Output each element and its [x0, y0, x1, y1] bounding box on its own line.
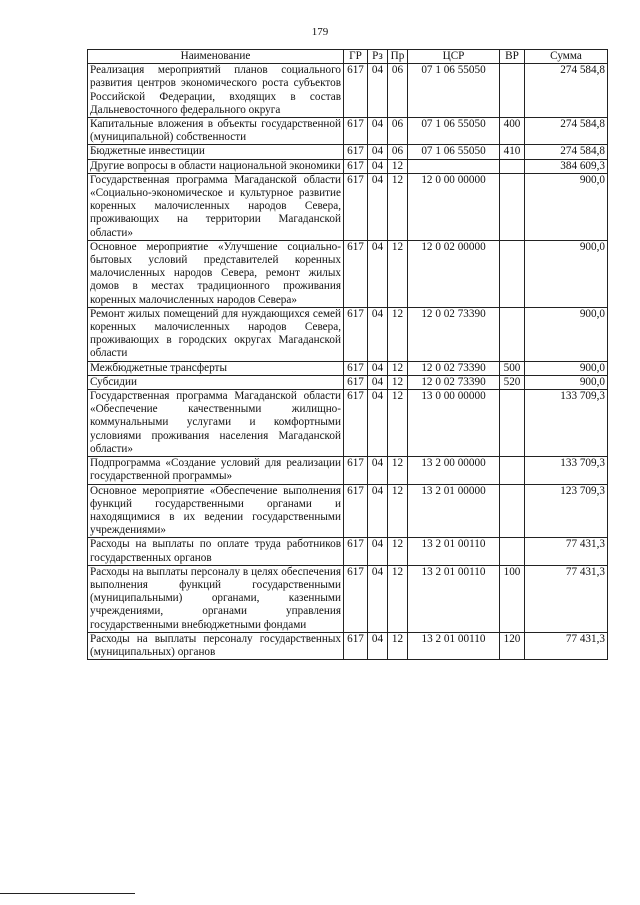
- row-csr-cell: 13 2 01 00110: [408, 565, 500, 632]
- row-name-cell: Основное мероприятие «Обеспечение выполнения функций государственными органами и находящимися в их ведении государственными учреждениями»: [88, 484, 344, 538]
- row-sum-cell: 123 709,3: [525, 484, 608, 538]
- row-vr-cell: [500, 307, 525, 361]
- row-name-cell: Реализация мероприятий планов социального развития центров экономического роста субъектов Российской Федерации, входящих в состав Дальневосточного федерального округа: [88, 64, 344, 118]
- table-row: [88, 173, 608, 240]
- row-rz-cell: 04: [368, 457, 388, 484]
- row-vr-cell: 410: [500, 145, 525, 159]
- row-pr-cell: 12: [388, 390, 408, 457]
- row-pr-cell: 12: [388, 565, 408, 632]
- row-name-cell: Расходы на выплаты по оплате труда работников государственных органов: [88, 538, 344, 565]
- row-vr-cell: [500, 64, 525, 118]
- row-rz-cell: 04: [368, 159, 388, 173]
- row-gr-cell: 617: [344, 64, 368, 118]
- row-vr-cell: [500, 390, 525, 457]
- header-name: Наименование: [88, 50, 344, 64]
- table-body: [88, 64, 608, 660]
- header-pr: Пр: [388, 50, 408, 64]
- row-sum-cell: 900,0: [525, 240, 608, 307]
- row-name-cell: Капитальные вложения в объекты государственной (муниципальной) собственности: [88, 118, 344, 145]
- row-name-cell: Государственная программа Магаданской области «Обеспечение качественными жилищно-коммунальными услугами и комфортными условиями проживания населения Магаданской области»: [88, 390, 344, 457]
- row-pr-cell: 06: [388, 118, 408, 145]
- table-row: [88, 457, 608, 484]
- row-csr-cell: 07 1 06 55050: [408, 64, 500, 118]
- row-name-cell: Расходы на выплаты персоналу государственных (муниципальных) органов: [88, 632, 344, 659]
- row-rz-cell: 04: [368, 484, 388, 538]
- header-gr: ГР: [344, 50, 368, 64]
- table-row: [88, 240, 608, 307]
- row-gr-cell: 617: [344, 145, 368, 159]
- row-vr-cell: [500, 484, 525, 538]
- row-name-cell: Субсидии: [88, 375, 344, 389]
- row-vr-cell: 520: [500, 375, 525, 389]
- row-gr-cell: 617: [344, 159, 368, 173]
- row-pr-cell: 12: [388, 361, 408, 375]
- row-vr-cell: [500, 240, 525, 307]
- header-csr: ЦСР: [408, 50, 500, 64]
- row-name-cell: Основное мероприятие «Улучшение социально-бытовых условий представителей коренных малочисленных народов Севера, ремонт жилых домов в местах традиционного проживания коренных малочисленных народов Севера»: [88, 240, 344, 307]
- row-vr-cell: [500, 457, 525, 484]
- row-csr-cell: 13 0 00 00000: [408, 390, 500, 457]
- row-sum-cell: 274 584,8: [525, 64, 608, 118]
- budget-table: [87, 49, 608, 660]
- row-csr-cell: 13 2 01 00110: [408, 538, 500, 565]
- table-row: [88, 632, 608, 659]
- row-rz-cell: 04: [368, 64, 388, 118]
- row-pr-cell: 12: [388, 484, 408, 538]
- row-csr-cell: 12 0 00 00000: [408, 173, 500, 240]
- page-number: 179: [311, 26, 329, 38]
- row-name-cell: Расходы на выплаты персоналу в целях обеспечения выполнения функций государственными (муниципальными) органами, казенными учреждениями, органами управления государственными внебюджетными фондами: [88, 565, 344, 632]
- row-rz-cell: 04: [368, 307, 388, 361]
- table-row: [88, 484, 608, 538]
- row-gr-cell: 617: [344, 457, 368, 484]
- row-csr-cell: 12 0 02 73390: [408, 361, 500, 375]
- row-rz-cell: 04: [368, 240, 388, 307]
- table-row: [88, 118, 608, 145]
- row-pr-cell: 12: [388, 457, 408, 484]
- row-vr-cell: 120: [500, 632, 525, 659]
- row-csr-cell: 07 1 06 55050: [408, 118, 500, 145]
- row-sum-cell: 133 709,3: [525, 457, 608, 484]
- row-rz-cell: 04: [368, 538, 388, 565]
- row-gr-cell: 617: [344, 538, 368, 565]
- row-pr-cell: 12: [388, 173, 408, 240]
- row-sum-cell: 900,0: [525, 173, 608, 240]
- table-row: [88, 64, 608, 118]
- row-rz-cell: 04: [368, 173, 388, 240]
- row-rz-cell: 04: [368, 565, 388, 632]
- table-row: [88, 565, 608, 632]
- row-name-cell: Бюджетные инвестиции: [88, 145, 344, 159]
- row-pr-cell: 12: [388, 632, 408, 659]
- row-vr-cell: 100: [500, 565, 525, 632]
- row-gr-cell: 617: [344, 240, 368, 307]
- row-sum-cell: 77 431,3: [525, 565, 608, 632]
- row-sum-cell: 900,0: [525, 307, 608, 361]
- row-name-cell: Подпрограмма «Создание условий для реализации государственной программы»: [88, 457, 344, 484]
- row-vr-cell: [500, 538, 525, 565]
- row-name-cell: Государственная программа Магаданской области «Социально-экономическое и культурное развитие коренных малочисленных народов Севера, проживающих на территории Магаданской области»: [88, 173, 344, 240]
- row-name-cell: Межбюджетные трансферты: [88, 361, 344, 375]
- row-pr-cell: 12: [388, 159, 408, 173]
- row-sum-cell: 274 584,8: [525, 118, 608, 145]
- row-csr-cell: 13 2 00 00000: [408, 457, 500, 484]
- row-gr-cell: 617: [344, 173, 368, 240]
- row-sum-cell: 384 609,3: [525, 159, 608, 173]
- row-gr-cell: 617: [344, 632, 368, 659]
- row-gr-cell: 617: [344, 118, 368, 145]
- row-name-cell: Другие вопросы в области национальной экономики: [88, 159, 344, 173]
- row-pr-cell: 06: [388, 145, 408, 159]
- row-vr-cell: [500, 173, 525, 240]
- row-vr-cell: 500: [500, 361, 525, 375]
- row-rz-cell: 04: [368, 118, 388, 145]
- row-csr-cell: 07 1 06 55050: [408, 145, 500, 159]
- row-csr-cell: 12 0 02 00000: [408, 240, 500, 307]
- row-rz-cell: 04: [368, 390, 388, 457]
- row-pr-cell: 12: [388, 538, 408, 565]
- row-gr-cell: 617: [344, 361, 368, 375]
- table-header-row: [88, 50, 608, 64]
- row-csr-cell: 12 0 02 73390: [408, 307, 500, 361]
- row-pr-cell: 06: [388, 64, 408, 118]
- row-gr-cell: 617: [344, 375, 368, 389]
- row-csr-cell: 13 2 01 00110: [408, 632, 500, 659]
- row-gr-cell: 617: [344, 565, 368, 632]
- row-rz-cell: 04: [368, 145, 388, 159]
- table-row: [88, 390, 608, 457]
- row-sum-cell: 77 431,3: [525, 538, 608, 565]
- row-vr-cell: [500, 159, 525, 173]
- row-name-cell: Ремонт жилых помещений для нуждающихся семей коренных малочисленных народов Севера, проживающих в городских округах Магаданской области: [88, 307, 344, 361]
- table-row: [88, 159, 608, 173]
- row-rz-cell: 04: [368, 632, 388, 659]
- table-row: [88, 145, 608, 159]
- header-vr: ВР: [500, 50, 525, 64]
- header-sum: Сумма: [525, 50, 608, 64]
- row-csr-cell: [408, 159, 500, 173]
- row-sum-cell: 274 584,8: [525, 145, 608, 159]
- row-sum-cell: 900,0: [525, 361, 608, 375]
- footnote-divider: [0, 893, 135, 894]
- table-row: [88, 307, 608, 361]
- table-row: [88, 375, 608, 389]
- row-sum-cell: 77 431,3: [525, 632, 608, 659]
- row-rz-cell: 04: [368, 361, 388, 375]
- row-vr-cell: 400: [500, 118, 525, 145]
- row-rz-cell: 04: [368, 375, 388, 389]
- row-gr-cell: 617: [344, 484, 368, 538]
- row-gr-cell: 617: [344, 390, 368, 457]
- row-csr-cell: 13 2 01 00000: [408, 484, 500, 538]
- row-pr-cell: 12: [388, 240, 408, 307]
- row-pr-cell: 12: [388, 307, 408, 361]
- row-sum-cell: 133 709,3: [525, 390, 608, 457]
- header-rz: Рз: [368, 50, 388, 64]
- row-sum-cell: 900,0: [525, 375, 608, 389]
- table-row: [88, 538, 608, 565]
- row-gr-cell: 617: [344, 307, 368, 361]
- row-csr-cell: 12 0 02 73390: [408, 375, 500, 389]
- row-pr-cell: 12: [388, 375, 408, 389]
- table-row: [88, 361, 608, 375]
